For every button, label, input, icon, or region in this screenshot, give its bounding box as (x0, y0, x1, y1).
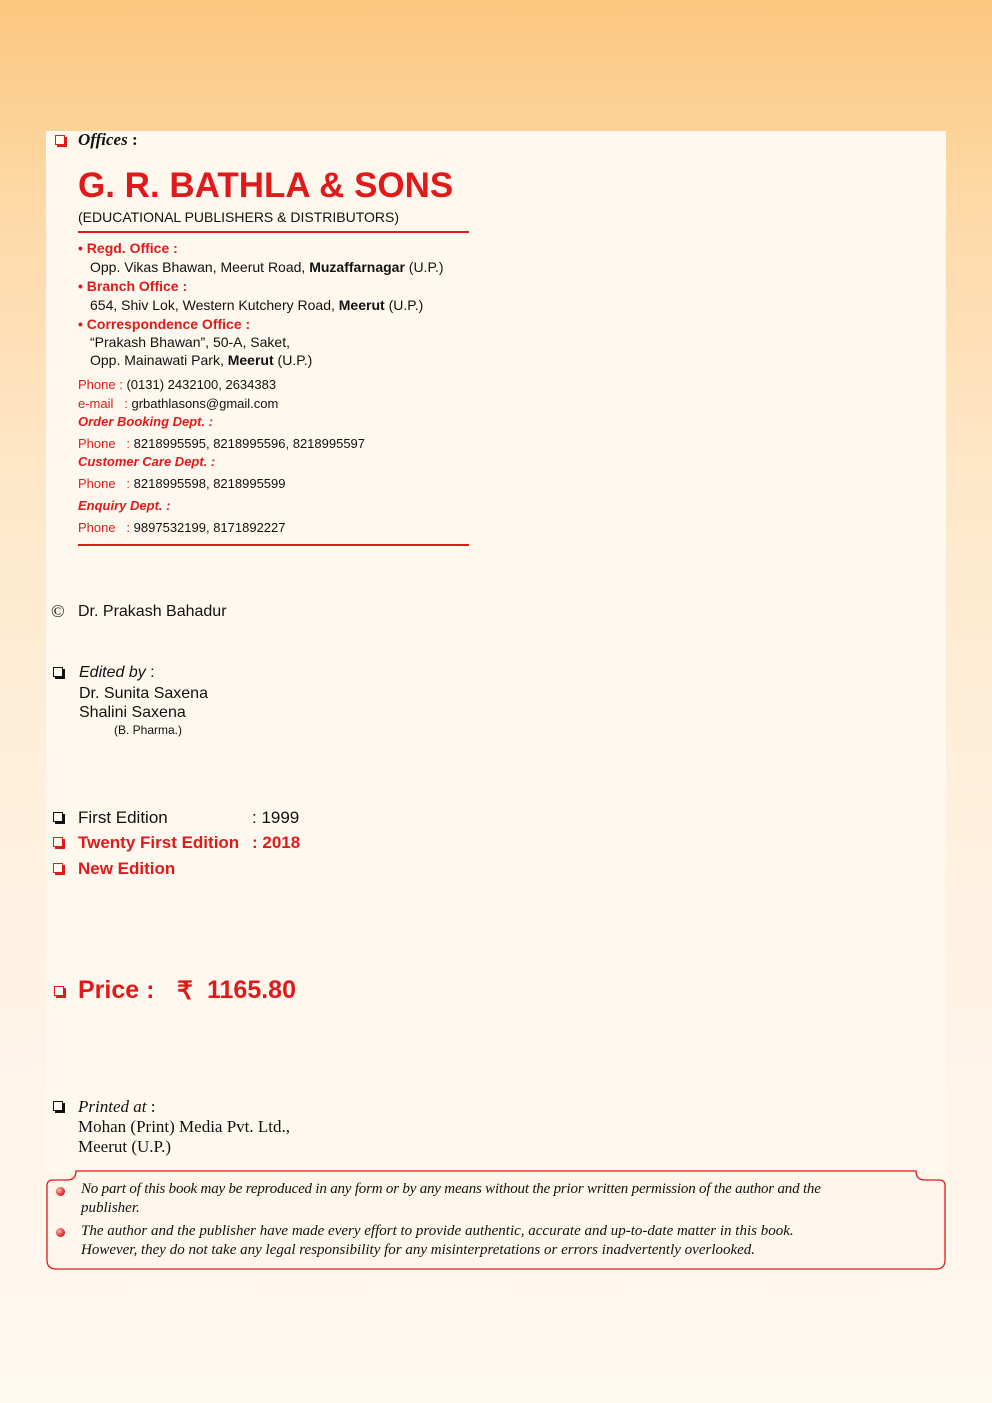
checkbox-bullet-icon (53, 812, 63, 822)
checkbox-bullet-icon (53, 863, 63, 873)
offices-colon: : (131, 130, 138, 149)
divider (78, 544, 469, 546)
regd-office-label: • Regd. Office : (78, 240, 178, 256)
email-value: grbathlasons@gmail.com (131, 396, 279, 411)
printed-at-heading (78, 1097, 155, 1117)
printed-at-colon: : (150, 1097, 156, 1116)
printer-city: Meerut (U.P.) (78, 1137, 172, 1156)
first-edition-year: : 1999 (252, 808, 300, 827)
editor-name: Dr. Sunita Saxena (79, 685, 208, 702)
printed-at-label: Printed at (78, 1097, 147, 1116)
checkbox-bullet-icon (53, 1101, 63, 1111)
customer-care-phone (78, 476, 286, 491)
rupee-icon: ₹ (177, 977, 193, 1005)
branch-office-address (90, 297, 423, 313)
address-text: Opp. Mainawati Park, (90, 352, 224, 368)
address-city: Muzaffarnagar (309, 259, 405, 275)
offices-label: Offices (78, 130, 128, 149)
edited-by-heading (79, 664, 155, 682)
publisher-tagline: (EDUCATIONAL PUBLISHERS & DISTRIBUTORS) (78, 209, 400, 225)
copyright-icon: © (51, 601, 65, 621)
edited-by-colon: : (150, 664, 155, 681)
twenty-first-edition-year: : 2018 (252, 833, 301, 852)
phone-label: Phone : (78, 377, 123, 392)
phone-value: (0131) 2432100, 2634383 (126, 377, 277, 392)
phone-value: 8218995595, 8218995596, 8218995597 (133, 436, 366, 451)
email-line (78, 396, 278, 411)
publisher-name: G. R. BATHLA & SONS (78, 166, 454, 205)
first-edition-label: First Edition (78, 808, 168, 827)
bullet-icon (56, 1228, 65, 1237)
twenty-first-edition-label: Twenty First Edition (78, 833, 240, 852)
address-state: (U.P.) (277, 352, 313, 368)
address-state: (U.P.) (388, 297, 424, 313)
printer-name: Mohan (Print) Media Pvt. Ltd., (78, 1117, 291, 1136)
phone-value: 9897532199, 8171892227 (133, 520, 286, 535)
order-booking-label: Order Booking Dept. : (78, 414, 214, 429)
disclaimer-line: The author and the publisher have made every effort to provide authentic, accurate and up-to-date matter in this book. (81, 1223, 794, 1239)
phone-label: Phone : (78, 520, 131, 535)
phone-label: Phone : (78, 436, 131, 451)
address-state: (U.P.) (408, 259, 444, 275)
address-city: Meerut (338, 297, 385, 313)
branch-office-label: • Branch Office : (78, 278, 188, 294)
new-edition-label: New Edition (78, 859, 176, 878)
order-booking-phone (78, 436, 365, 451)
checkbox-bullet-icon (55, 135, 65, 145)
address-text: Opp. Vikas Bhawan, Meerut Road, (90, 259, 306, 275)
editor-name: Shalini Saxena (79, 704, 186, 721)
customer-care-label: Customer Care Dept. : (78, 454, 216, 469)
price-value: 1165.80 (207, 976, 296, 1004)
divider (78, 231, 469, 233)
editor-qualification: (B. Pharma.) (114, 723, 183, 737)
disclaimer-line: No part of this book may be reproduced in any form or by any means without the prior written permission of the author and the (81, 1181, 821, 1197)
checkbox-bullet-icon (53, 667, 63, 677)
email-label: e-mail : (78, 396, 128, 411)
correspondence-address-line2 (90, 352, 312, 368)
enquiry-phone (78, 520, 286, 535)
address-text: 654, Shiv Lok, Western Kutchery Road, (90, 297, 335, 313)
disclaimer-line: However, they do not take any legal responsibility for any misinterpretations or errors inadvertently overlooked. (81, 1242, 756, 1258)
bullet-icon (56, 1187, 65, 1196)
address-city: Meerut (227, 352, 274, 368)
correspondence-office-label: • Correspondence Office : (78, 316, 251, 332)
edited-by-label: Edited by (79, 664, 146, 681)
phone-value: 8218995598, 8218995599 (133, 476, 286, 491)
enquiry-label: Enquiry Dept. : (78, 498, 171, 513)
disclaimer-box (46, 1170, 946, 1270)
checkbox-bullet-icon (54, 986, 64, 996)
copyright-holder: Dr. Prakash Bahadur (78, 603, 227, 620)
regd-office-address (90, 259, 444, 275)
checkbox-bullet-icon (53, 837, 63, 847)
phone-line (78, 377, 276, 392)
offices-heading (78, 130, 138, 150)
disclaimer-line: publisher. (81, 1200, 140, 1216)
phone-label: Phone : (78, 476, 131, 491)
correspondence-address-line1: “Prakash Bhawan”, 50-A, Saket, (90, 334, 290, 350)
price-label: Price : (78, 976, 155, 1004)
